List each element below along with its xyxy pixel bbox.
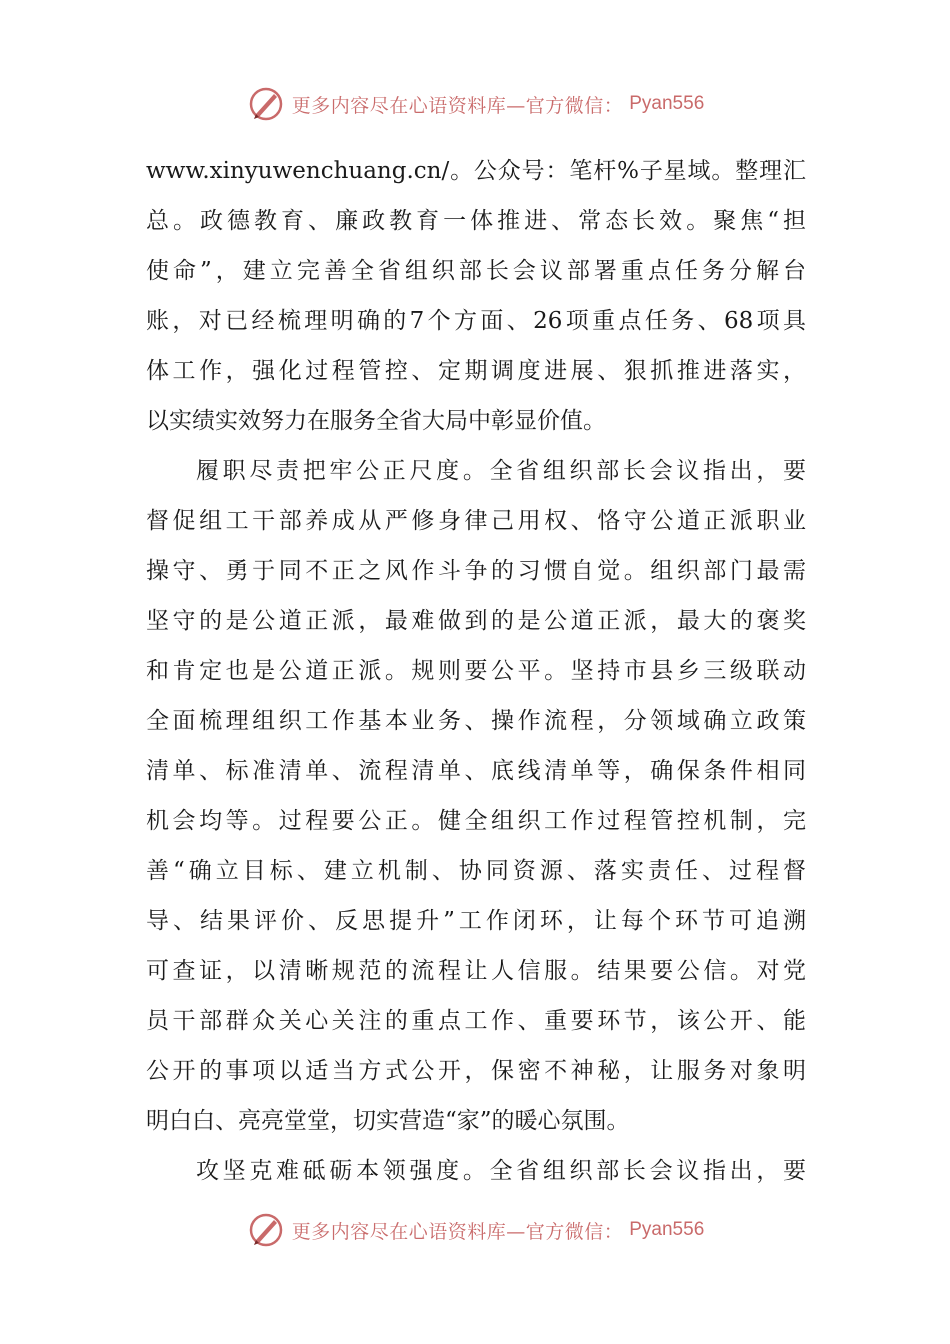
text-line: 总。政德教育、廉政教育一体推进、常态长效。聚焦“担 <box>146 208 806 234</box>
text-line: 全面梳理组织工作基本业务、操作流程，分领域确立政策 <box>146 708 806 734</box>
text-line: 履职尽责把牢公正尺度。全省组织部长会议指出，要 <box>196 458 806 484</box>
text-line: 攻坚克难砥砺本领强度。全省组织部长会议指出，要 <box>196 1158 806 1184</box>
text-line: 操守、勇于同不正之风作斗争的习惯自觉。组织部门最需 <box>146 558 806 584</box>
text-line: 善“确立目标、建立机制、协同资源、落实责任、过程督 <box>146 858 806 884</box>
watermark-text: 更多内容尽在心语资料库—官方微信： <box>291 94 624 117</box>
text-line: 可查证，以清晰规范的流程让人信服。结果要公信。对党 <box>146 958 806 984</box>
text-line: 和肯定也是公道正派。规则要公平。坚持市县乡三级联动 <box>146 658 806 684</box>
text-line: 公开的事项以适当方式公开，保密不神秘，让服务对象明 <box>146 1058 806 1084</box>
text-line: 清单、标准清单、流程清单、底线清单等，确保条件相同 <box>146 758 806 784</box>
watermark-wechat-id: Pyan556 <box>629 93 705 114</box>
text-line: 坚守的是公道正派，最难做到的是公道正派，最大的褒奖 <box>146 608 806 634</box>
text-line: 导、结果评价、反思提升”工作闭环，让每个环节可追溯 <box>146 908 806 934</box>
text-line: 员干部群众关心关注的重点工作、重要环节，该公开、能 <box>146 1008 806 1034</box>
watermark-wechat-id: Pyan556 <box>629 1219 705 1240</box>
pen-logo-icon <box>246 1210 286 1250</box>
watermark-text: 更多内容尽在心语资料库—官方微信： <box>291 1220 624 1243</box>
text-line: 账，对已经梳理明确的7个方面、26项重点任务、68项具 <box>146 308 806 334</box>
text-line: www.xinyuwenchuang.cn/。公众号：笔杆%子星域。整理汇 <box>146 158 806 184</box>
text-line: 以实绩实效努力在服务全省大局中彰显价值。 <box>146 408 606 434</box>
text-line: 体工作，强化过程管控、定期调度进展、狠抓推进落实， <box>146 358 806 384</box>
text-line: 督促组工干部养成从严修身律己用权、恪守公道正派职业 <box>146 508 806 534</box>
text-line: 明白白、亮亮堂堂，切实营造“家”的暖心氛围。 <box>146 1108 630 1134</box>
watermark-footer <box>0 1210 950 1250</box>
pen-logo-icon <box>246 84 286 124</box>
watermark-header <box>0 84 950 124</box>
text-line: 机会均等。过程要公正。健全组织工作过程管控机制，完 <box>146 808 806 834</box>
document-body <box>146 146 806 1196</box>
text-line: 使命”，建立完善全省组织部长会议部署重点任务分解台 <box>146 258 806 284</box>
